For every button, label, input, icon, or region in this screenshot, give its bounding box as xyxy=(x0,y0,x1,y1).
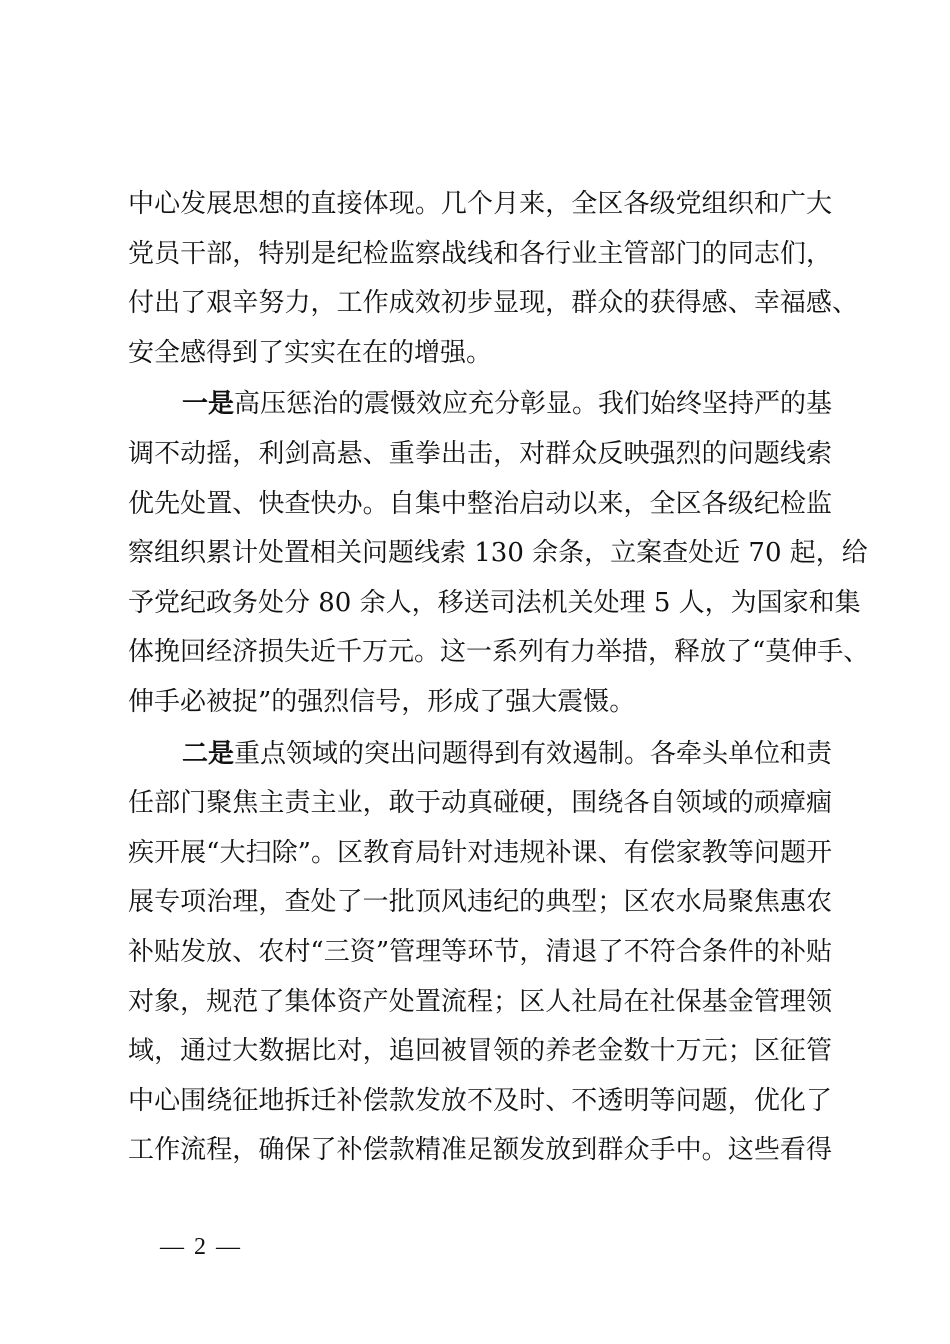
text-line xyxy=(128,380,832,430)
text-line: 中心围绕征地拆迁补偿款发放不及时、不透明等问题，优化了 xyxy=(128,1085,832,1116)
text-line: 中心发展思想的直接体现。几个月来，全区各级党组织和广大 xyxy=(128,189,832,219)
text-line: 域，通过大数据比对，追回被冒领的养老金数十万元；区征管 xyxy=(128,1036,832,1067)
paragraph-lead: 一是 xyxy=(182,389,235,420)
text-line: 予党纪政务处分 80 余人，移送司法机关处理 5 人，为国家和集 xyxy=(128,587,861,618)
document-body xyxy=(128,180,870,1178)
text-span: 高压惩治的震慑效应充分彰显。我们始终坚持严的基 xyxy=(234,389,833,420)
text-line: 工作流程，确保了补偿款精准足额发放到群众手中。这些看得 xyxy=(128,1135,832,1166)
page-number: — 2 — xyxy=(160,1234,242,1260)
text-line: 疾开展“大扫除”。区教育局针对违规补课、有偿家教等问题开 xyxy=(128,837,832,868)
paragraph-point-two xyxy=(128,730,832,1176)
text-line: 体挽回经济损失近千万元。这一系列有力举措，释放了“莫伸手、 xyxy=(128,637,870,668)
text-line: 伸手必被捉”的强烈信号，形成了强大震慑。 xyxy=(128,686,636,717)
text-line: 补贴发放、农村“三资”管理等环节，清退了不符合条件的补贴 xyxy=(128,936,832,967)
text-line: 调不动摇，利剑高悬、重拳出击，对群众反映强烈的问题线索 xyxy=(128,438,832,469)
paragraph-point-one xyxy=(128,380,870,727)
text-line: 安全感得到了实实在在的增强。 xyxy=(128,337,493,368)
paragraph-intro xyxy=(128,180,858,378)
text-line: 优先处置、快查快办。自集中整治启动以来，全区各级纪检监 xyxy=(128,488,832,519)
text-span: 重点领域的突出问题得到有效遏制。各牵头单位和责 xyxy=(234,738,833,769)
text-line: 任部门聚焦主责主业，敢于动真碰硬，围绕各自领域的顽瘴痼 xyxy=(128,788,832,819)
paragraph-lead: 二是 xyxy=(182,738,235,769)
text-line: 党员干部，特别是纪检监察战线和各行业主管部门的同志们， xyxy=(128,238,832,269)
text-line: 付出了艰辛努力，工作成效初步显现，群众的获得感、幸福感、 xyxy=(128,288,858,319)
text-line: 对象，规范了集体资产处置流程；区人社局在社保基金管理领 xyxy=(128,986,832,1017)
text-line xyxy=(128,730,832,780)
text-line: 展专项治理，查处了一批顶风违纪的典型；区农水局聚焦惠农 xyxy=(128,887,832,918)
text-line: 察组织累计处置相关问题线索 130 余条，立案查处近 70 起，给 xyxy=(128,538,868,569)
